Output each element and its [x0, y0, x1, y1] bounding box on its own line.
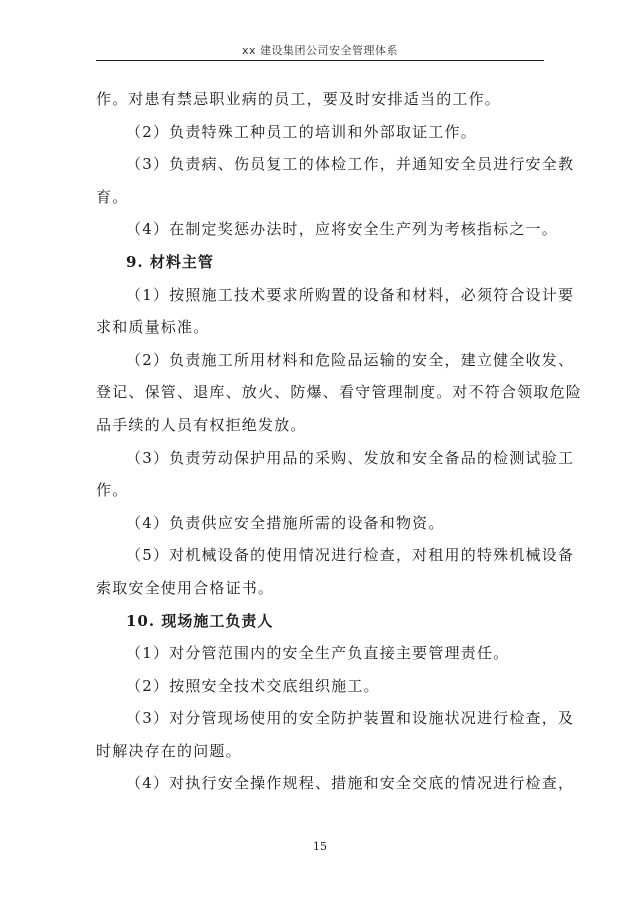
section-heading: 10. 现场施工负责人: [126, 611, 274, 630]
paragraph-line: （3）对分管现场使用的安全防护装置和设施状况进行检查，及: [126, 709, 575, 728]
paragraph-line: 品手续的人员有权拒绝发放。: [96, 415, 307, 434]
page-number: 15: [313, 840, 327, 853]
paragraph-line: （2）负责施工所用材料和危险品运输的安全，建立健全收发、: [126, 350, 575, 369]
paragraph-line: （3）负责劳动保护用品的采购、发放和安全备品的检测试验工: [126, 448, 575, 467]
section-heading: 9. 材料主管: [126, 252, 214, 271]
paragraph-line: 育。: [96, 187, 129, 206]
paragraph-line: 作。对患有禁忌职业病的员工，要及时安排适当的工作。: [96, 90, 502, 108]
paragraph-line: （4）在制定奖惩办法时，应将安全生产列为考核指标之一。: [126, 220, 558, 239]
paragraph-line: （3）负责病、伤员复工的体检工作，并通知安全员进行安全教: [126, 155, 575, 174]
paragraph-line: 求和质量标准。: [96, 318, 210, 337]
paragraph-line: （1）按照施工技术要求所购置的设备和材料，必须符合设计要: [126, 285, 575, 304]
paragraph-line: （5）对机械设备的使用情况进行检查，对租用的特殊机械设备: [126, 546, 575, 565]
paragraph-line: 登记、保管、退库、放火、防爆、看守管理制度。对不符合领取危险: [96, 383, 583, 402]
paragraph-line: （2）负责特殊工种员工的培训和外部取证工作。: [126, 122, 477, 141]
paragraph-line: 时解决存在的问题。: [96, 741, 242, 760]
paragraph-line: （4）对执行安全操作规程、措施和安全交底的情况进行检查，: [126, 774, 575, 793]
page-header: xx 建设集团公司安全管理体系: [241, 44, 398, 57]
paragraph-line: （2）按照安全技术交底组织施工。: [126, 676, 380, 695]
header-rule: [96, 60, 544, 61]
paragraph-line: 作。: [96, 481, 129, 500]
paragraph-line: （1）对分管范围内的安全生产负直接主要管理责任。: [126, 644, 510, 663]
paragraph-line: 索取安全使用合格证书。: [96, 578, 275, 597]
document-body: [96, 83, 583, 800]
paragraph-line: （4）负责供应安全措施所需的设备和物资。: [126, 513, 445, 532]
